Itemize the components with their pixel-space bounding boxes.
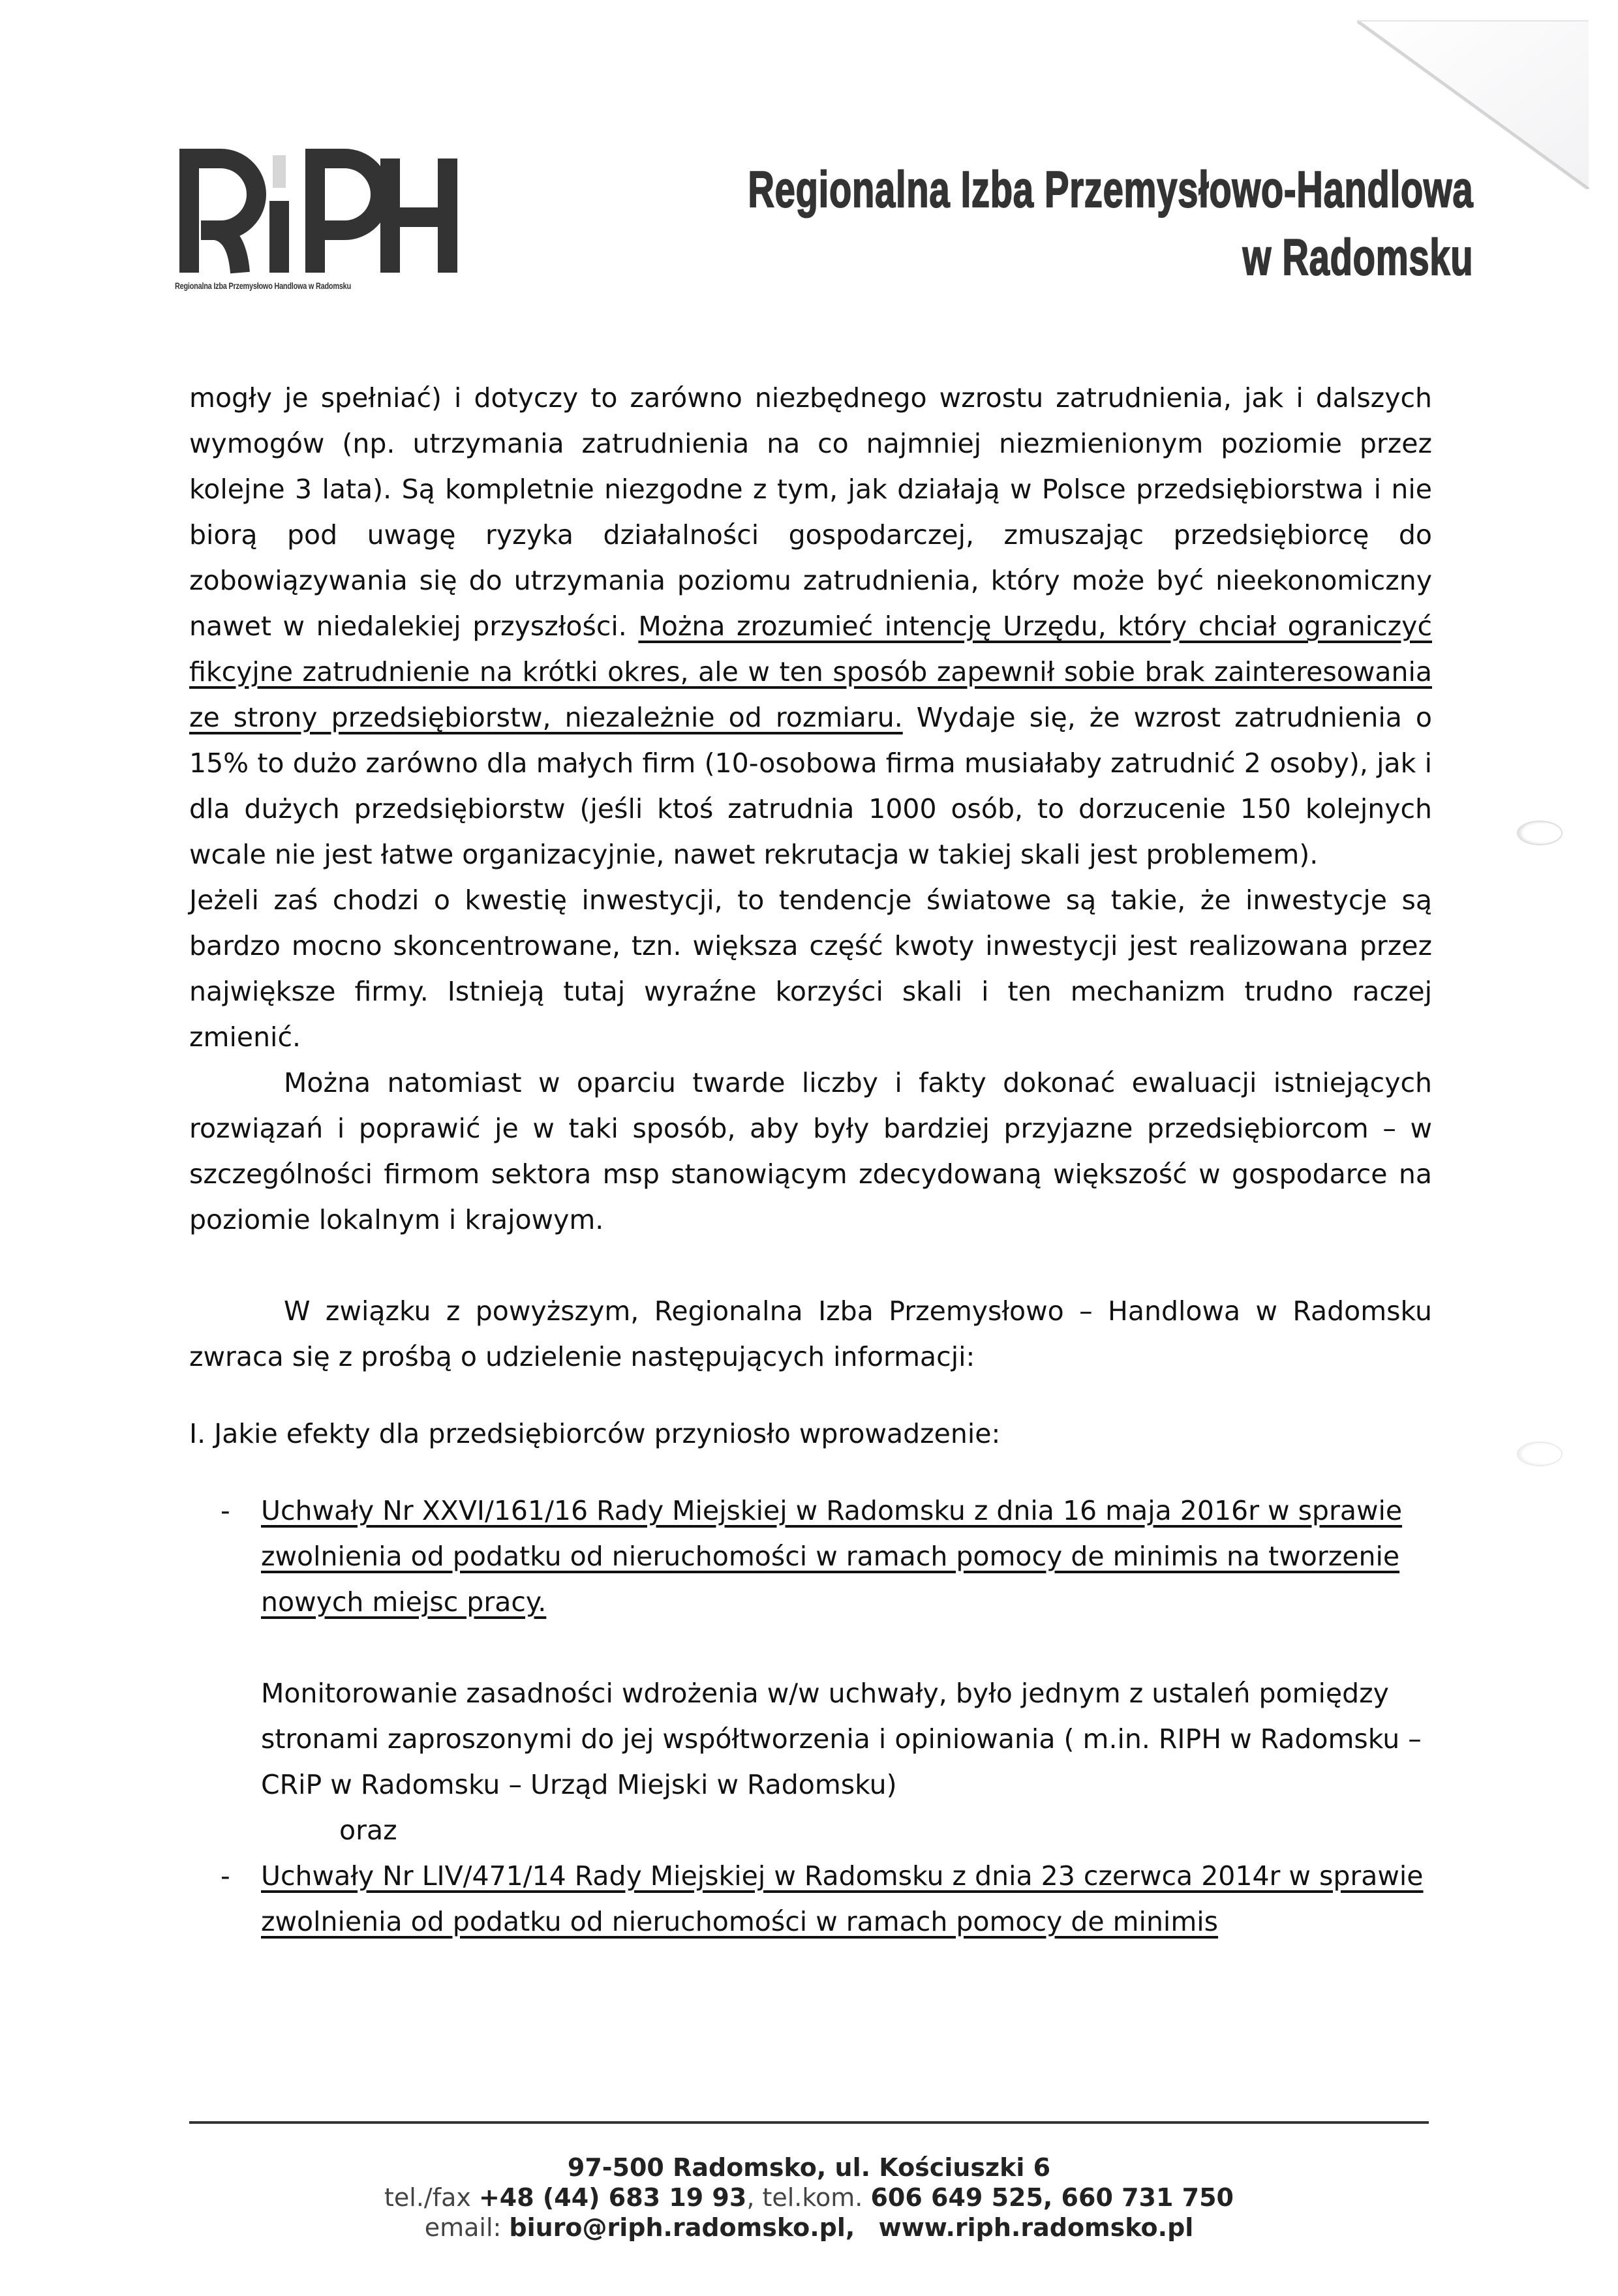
email-label: email: bbox=[424, 2213, 510, 2242]
paragraph-evaluation: Można natomiast w oparciu twarde liczby i fakty dokonać ewaluacji istniejących rozwiązań i poprawić je w taki sposób, aby były bardziej przyjazne przedsiębiorcom – w szczególności firmom sektora msp stanowiącym zdecydowaną większość w gospodarce na poziomie lokalnym i krajowym. bbox=[189, 1067, 1432, 1235]
list-bullet: - bbox=[221, 1495, 230, 1526]
punch-hole-mark bbox=[1517, 821, 1563, 845]
organization-title bbox=[748, 155, 1473, 291]
riph-logo bbox=[175, 149, 468, 299]
phone-label: tel./fax bbox=[384, 2183, 479, 2212]
footer-address: 97-500 Radomsko, ul. Kościuszki 6 bbox=[567, 2153, 1051, 2182]
logo-caption: Regionalna Izba Przemysłowo Handlowa w Radomsku bbox=[175, 280, 351, 291]
paragraph-request: W związku z powyższym, Regionalna Izba Przemysłowo – Handlowa w Radomsku zwraca się z prośbą o udzielenie następujących informacji: bbox=[189, 1295, 1432, 1372]
website-address: www.riph.radomsko.pl bbox=[878, 2213, 1194, 2242]
monitoring-note-text: Monitorowanie zasadności wdrożenia w/w uchwały, było jednym z ustaleń pomiędzy stronami zaproszonymi do jej współtworzenia i opiniowania ( m.in. RIPH w Radomsku – CRiP w Radomsku – Urząd Miejski w Radomsku) bbox=[261, 1678, 1422, 1800]
footer-online bbox=[189, 2213, 1429, 2243]
conjunction-text: oraz bbox=[339, 1815, 397, 1846]
mobile-numbers: 606 649 525, 660 731 750 bbox=[870, 2183, 1234, 2212]
monitoring-note bbox=[189, 1670, 1432, 1807]
paragraph-text: mogły je spełniać) i dotyczy to zarówno niezbędnego wzrostu zatrudnienia, jak i dalszych wymogów (np. utrzymania zatrudnienia na co najmniej niezmienionym poziomie przez kolejne 3 lata). Są kompletnie niezgodne z tym, jak działają w Polsce przedsiębiorstwa i nie biorą pod uwagę ryzyka działalności gospodarczej, zmuszając przedsiębiorcę do zobowiązywania się do utrzymania poziomu zatrudnienia, który może być nieekonomiczny nawet w niedalekiej przyszłości. bbox=[189, 382, 1432, 642]
footer-divider bbox=[189, 2121, 1429, 2124]
question-heading: I. Jakie efekty dla przedsiębiorców przyniosło wprowadzenie: bbox=[189, 1418, 1001, 1449]
riph-logo-icon bbox=[175, 149, 468, 279]
resolution-reference: Uchwały Nr LIV/471/14 Rady Miejskiej w Radomsku z dnia 23 czerwca 2014r w sprawie zwolnienia od podatku od nieruchomości w ramach pomocy de minimis bbox=[261, 1860, 1424, 1937]
mobile-label: , tel.kom. bbox=[746, 2183, 871, 2212]
list-bullet: - bbox=[221, 1860, 230, 1892]
resolution-reference: Uchwały Nr XXVI/161/16 Rady Miejskiej w Radomsku z dnia 16 maja 2016r w sprawie zwolnienia od podatku od nieruchomości w ramach pomocy de minimis na tworzenie nowych miejsc pracy. bbox=[261, 1495, 1403, 1618]
paragraph-text: Wydaje się, że wzrost zatrudnienia o 15% to dużo zarówno dla małych firm (10-osobowa firma musiałaby zatrudnić 2 osoby), jak i dla dużych przedsiębiorstw (jeśli ktoś zatrudnia 1000 osób, to dorzucenie 150 kolejnych wcale nie jest łatwe organizacyjnie, nawet rekrutacja w takiej skali jest problemem). bbox=[189, 702, 1433, 870]
underlined-emphasis: Można zrozumieć intencję Urzędu, który chciał ograniczyć fikcyjne zatrudnienie na krótki okres, ale w ten sposób zapewnił sobie brak zainteresowania ze strony przedsiębiorstw, niezależnie od rozmiaru. bbox=[189, 611, 1432, 733]
organization-title-line2: w Radomsku bbox=[1242, 228, 1473, 286]
paragraph-investments: Jeżeli zaś chodzi o kwestię inwestycji, to tendencje światowe są takie, że inwestycje są bardzo mocno skoncentrowane, tzn. większa część kwoty inwestycji jest realizowana przez największe firmy. Istnieją tutaj wyraźne korzyści skali i ten mechanizm trudno raczej zmienić. bbox=[189, 884, 1432, 1053]
resolution-list-item bbox=[189, 1488, 1432, 1625]
organization-title-line1: Regionalna Izba Przemysłowo-Handlowa bbox=[748, 160, 1473, 218]
punch-hole-mark bbox=[1517, 1442, 1563, 1466]
paragraph-employment-requirements bbox=[189, 375, 1432, 877]
phone-number: +48 (44) 683 19 93 bbox=[478, 2183, 747, 2212]
footer-contact bbox=[189, 2152, 1429, 2243]
letterhead bbox=[175, 149, 1473, 299]
email-address: biuro@riph.radomsko.pl, bbox=[509, 2213, 855, 2242]
footer-phones bbox=[189, 2183, 1429, 2213]
resolution-list-item bbox=[189, 1853, 1432, 1944]
letter-body bbox=[189, 375, 1432, 1944]
